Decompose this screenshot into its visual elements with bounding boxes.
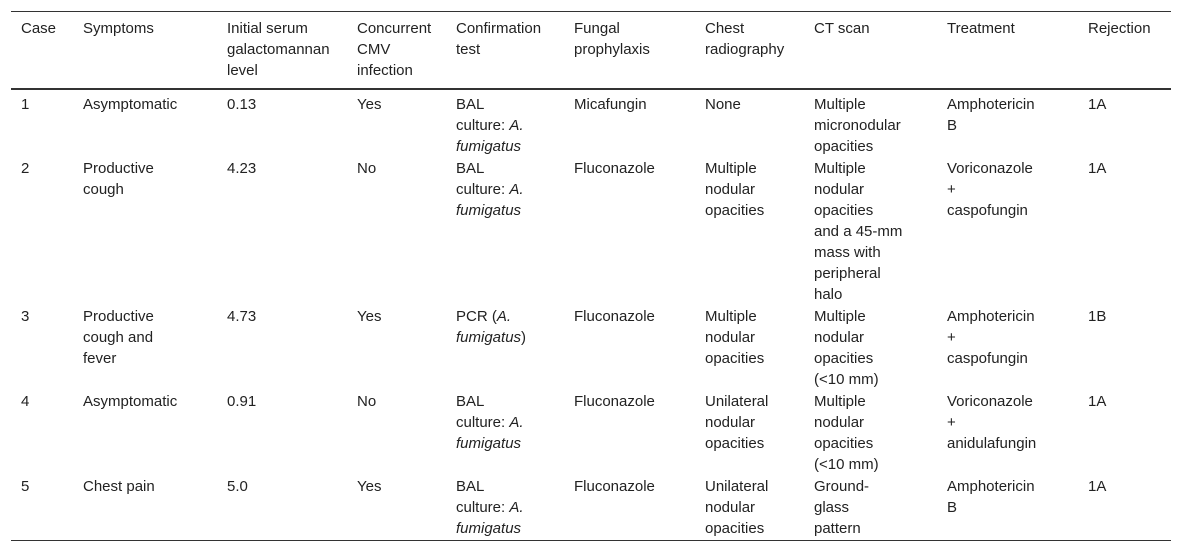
cell-treatment bbox=[937, 391, 1078, 476]
symptoms-text: Asymptomatic bbox=[83, 96, 178, 113]
treatment-text: B bbox=[947, 117, 958, 134]
column-header-case bbox=[11, 12, 73, 90]
cell-ct-scan bbox=[804, 306, 937, 391]
cell-confirmation bbox=[446, 89, 564, 158]
rejection-grade: 1A bbox=[1088, 96, 1107, 113]
treatment-text: Amphotericin bbox=[947, 96, 1035, 113]
cell-prophylaxis bbox=[564, 476, 695, 541]
header-text: CMV bbox=[357, 41, 391, 58]
cell-confirmation bbox=[446, 476, 564, 541]
treatment-text: anidulafungin bbox=[947, 435, 1037, 452]
cell-galactomannan bbox=[217, 158, 347, 306]
confirmation-organism: fumigatus bbox=[456, 202, 522, 219]
column-header-treatment bbox=[937, 12, 1078, 90]
ct-scan-text: opacities bbox=[814, 202, 874, 219]
ct-scan-text: micronodular bbox=[814, 117, 901, 134]
treatment-text: caspofungin bbox=[947, 350, 1028, 367]
ct-scan-text: (<10 mm) bbox=[814, 371, 879, 388]
cell-symptoms bbox=[73, 476, 217, 541]
column-header-ct bbox=[804, 12, 937, 90]
column-header-symptoms bbox=[73, 12, 217, 90]
table-row bbox=[11, 158, 1171, 306]
prophylaxis-text: Fluconazole bbox=[574, 478, 655, 495]
ct-scan-text: nodular bbox=[814, 329, 865, 346]
case-number: 2 bbox=[21, 160, 30, 177]
symptoms-text: Chest pain bbox=[83, 478, 155, 495]
cell-symptoms bbox=[73, 306, 217, 391]
cell-prophylaxis bbox=[564, 391, 695, 476]
ct-scan-text: Multiple bbox=[814, 96, 866, 113]
radiography-text: nodular bbox=[705, 414, 756, 431]
symptoms-text: cough bbox=[83, 181, 124, 198]
treatment-text: Amphotericin bbox=[947, 478, 1035, 495]
case-number: 3 bbox=[21, 308, 30, 325]
column-header-cmv bbox=[347, 12, 446, 90]
cell-cmv bbox=[347, 476, 446, 541]
header-text: Concurrent bbox=[357, 20, 432, 37]
confirmation-organism: fumigatus bbox=[456, 520, 522, 537]
confirmation-text: BAL bbox=[456, 160, 485, 177]
galactomannan-value: 5.0 bbox=[227, 478, 248, 495]
radiography-text: Multiple bbox=[705, 308, 757, 325]
cell-prophylaxis bbox=[564, 158, 695, 306]
radiography-text: nodular bbox=[705, 181, 756, 198]
cell-radiography bbox=[695, 306, 804, 391]
cell-symptoms bbox=[73, 391, 217, 476]
confirmation-organism: A. bbox=[496, 308, 512, 325]
prophylaxis-text: Fluconazole bbox=[574, 308, 655, 325]
treatment-text: caspofungin bbox=[947, 202, 1028, 219]
cell-ct-scan bbox=[804, 391, 937, 476]
cell-cmv bbox=[347, 391, 446, 476]
confirmation-text: BAL bbox=[456, 478, 485, 495]
confirmation-text: culture: bbox=[456, 414, 510, 431]
galactomannan-value: 4.23 bbox=[227, 160, 257, 177]
cell-treatment bbox=[937, 158, 1078, 306]
cell-case bbox=[11, 158, 73, 306]
cell-ct-scan bbox=[804, 158, 937, 306]
confirmation-organism: A. bbox=[509, 117, 524, 134]
radiography-text: opacities bbox=[705, 350, 765, 367]
radiography-text: opacities bbox=[705, 202, 765, 219]
cell-confirmation bbox=[446, 391, 564, 476]
ct-scan-text: (<10 mm) bbox=[814, 456, 879, 473]
cell-confirmation bbox=[446, 158, 564, 306]
case-number: 5 bbox=[21, 478, 30, 495]
radiography-text: opacities bbox=[705, 435, 765, 452]
cell-cmv bbox=[347, 89, 446, 158]
confirmation-text: BAL bbox=[456, 393, 485, 410]
ct-scan-text: Ground- bbox=[814, 478, 870, 495]
radiography-text: Multiple bbox=[705, 160, 757, 177]
cell-rejection bbox=[1078, 89, 1171, 158]
cell-cmv bbox=[347, 158, 446, 306]
treatment-text: Voriconazole bbox=[947, 160, 1033, 177]
cell-rejection bbox=[1078, 158, 1171, 306]
confirmation-text: culture: bbox=[456, 499, 510, 516]
cell-case bbox=[11, 306, 73, 391]
header-text: infection bbox=[357, 62, 413, 79]
prophylaxis-text: Micafungin bbox=[574, 96, 647, 113]
cell-case bbox=[11, 391, 73, 476]
header-text: prophylaxis bbox=[574, 41, 650, 58]
cell-radiography bbox=[695, 158, 804, 306]
table-row bbox=[11, 89, 1171, 158]
cmv-value: Yes bbox=[357, 478, 382, 495]
cell-ct-scan bbox=[804, 476, 937, 541]
cell-symptoms bbox=[73, 89, 217, 158]
symptoms-text: fever bbox=[83, 350, 117, 367]
cell-radiography bbox=[695, 476, 804, 541]
ct-scan-text: nodular bbox=[814, 181, 865, 198]
confirmation-organism: fumigatus bbox=[456, 138, 522, 155]
ct-scan-text: peripheral bbox=[814, 265, 881, 282]
treatment-text: + bbox=[947, 181, 956, 198]
column-header-galactomannan bbox=[217, 12, 347, 90]
treatment-text: Amphotericin bbox=[947, 308, 1035, 325]
header-text: Rejection bbox=[1088, 20, 1151, 37]
ct-scan-text: Multiple bbox=[814, 308, 866, 325]
radiography-text: opacities bbox=[705, 520, 765, 537]
cell-cmv bbox=[347, 306, 446, 391]
cell-symptoms bbox=[73, 158, 217, 306]
header-text: radiography bbox=[705, 41, 785, 58]
table-container bbox=[11, 11, 1171, 541]
column-header-rejection bbox=[1078, 12, 1171, 90]
header-row bbox=[11, 12, 1171, 90]
case-number: 1 bbox=[21, 96, 30, 113]
ct-scan-text: opacities bbox=[814, 350, 874, 367]
rejection-grade: 1A bbox=[1088, 393, 1107, 410]
ct-scan-text: mass with bbox=[814, 244, 881, 261]
header-text: Initial serum bbox=[227, 20, 308, 37]
confirmation-text: ) bbox=[521, 329, 527, 346]
cmv-value: Yes bbox=[357, 96, 382, 113]
symptoms-text: Productive bbox=[83, 160, 154, 177]
galactomannan-value: 4.73 bbox=[227, 308, 257, 325]
rejection-grade: 1A bbox=[1088, 160, 1107, 177]
radiography-text: None bbox=[705, 96, 741, 113]
cell-radiography bbox=[695, 89, 804, 158]
ct-scan-text: opacities bbox=[814, 138, 874, 155]
header-text: CT scan bbox=[814, 20, 870, 37]
radiography-text: Unilateral bbox=[705, 393, 769, 410]
ct-scan-text: nodular bbox=[814, 414, 865, 431]
confirmation-text: culture: bbox=[456, 117, 510, 134]
symptoms-text: Asymptomatic bbox=[83, 393, 178, 410]
header-text: Treatment bbox=[947, 20, 1015, 37]
cell-galactomannan bbox=[217, 89, 347, 158]
radiography-text: Unilateral bbox=[705, 478, 769, 495]
prophylaxis-text: Fluconazole bbox=[574, 393, 655, 410]
cmv-value: Yes bbox=[357, 308, 382, 325]
ct-scan-text: pattern bbox=[814, 520, 861, 537]
column-header-prophylaxis bbox=[564, 12, 695, 90]
radiography-text: nodular bbox=[705, 499, 756, 516]
column-header-radiography bbox=[695, 12, 804, 90]
confirmation-organism: fumigatus bbox=[456, 329, 522, 346]
cell-treatment bbox=[937, 306, 1078, 391]
cell-confirmation bbox=[446, 306, 564, 391]
header-text: level bbox=[227, 62, 258, 79]
table-row bbox=[11, 391, 1171, 476]
confirmation-text: BAL bbox=[456, 96, 485, 113]
cell-case bbox=[11, 476, 73, 541]
cmv-value: No bbox=[357, 160, 377, 177]
header-text: Fungal bbox=[574, 20, 620, 37]
header-text: Symptoms bbox=[83, 20, 154, 37]
cell-galactomannan bbox=[217, 306, 347, 391]
header-text: Case bbox=[21, 20, 57, 37]
cell-case bbox=[11, 89, 73, 158]
prophylaxis-text: Fluconazole bbox=[574, 160, 655, 177]
ct-scan-text: glass bbox=[814, 499, 850, 516]
ct-scan-text: Multiple bbox=[814, 393, 866, 410]
ct-scan-text: and a 45-mm bbox=[814, 223, 903, 240]
confirmation-organism: fumigatus bbox=[456, 435, 522, 452]
confirmation-organism: A. bbox=[509, 499, 524, 516]
column-header-confirmation bbox=[446, 12, 564, 90]
header-text: Confirmation bbox=[456, 20, 542, 37]
cell-prophylaxis bbox=[564, 89, 695, 158]
cell-galactomannan bbox=[217, 391, 347, 476]
treatment-text: Voriconazole bbox=[947, 393, 1033, 410]
cell-rejection bbox=[1078, 306, 1171, 391]
table-body bbox=[11, 89, 1171, 541]
confirmation-text: PCR ( bbox=[456, 308, 497, 325]
case-number: 4 bbox=[21, 393, 30, 410]
header-text: galactomannan bbox=[227, 41, 330, 58]
data-table bbox=[11, 11, 1171, 541]
treatment-text: + bbox=[947, 414, 956, 431]
cell-rejection bbox=[1078, 476, 1171, 541]
header-text: test bbox=[456, 41, 481, 58]
symptoms-text: cough and bbox=[83, 329, 154, 346]
radiography-text: nodular bbox=[705, 329, 756, 346]
treatment-text: + bbox=[947, 329, 956, 346]
galactomannan-value: 0.91 bbox=[227, 393, 257, 410]
confirmation-organism: A. bbox=[509, 414, 524, 431]
cell-radiography bbox=[695, 391, 804, 476]
cmv-value: No bbox=[357, 393, 377, 410]
cell-treatment bbox=[937, 476, 1078, 541]
cell-ct-scan bbox=[804, 89, 937, 158]
treatment-text: B bbox=[947, 499, 958, 516]
galactomannan-value: 0.13 bbox=[227, 96, 257, 113]
cell-prophylaxis bbox=[564, 306, 695, 391]
confirmation-text: culture: bbox=[456, 181, 510, 198]
cell-treatment bbox=[937, 89, 1078, 158]
rejection-grade: 1A bbox=[1088, 478, 1107, 495]
table-row bbox=[11, 306, 1171, 391]
cell-galactomannan bbox=[217, 476, 347, 541]
symptoms-text: Productive bbox=[83, 308, 154, 325]
ct-scan-text: halo bbox=[814, 286, 843, 303]
ct-scan-text: Multiple bbox=[814, 160, 866, 177]
header-text: Chest bbox=[705, 20, 745, 37]
ct-scan-text: opacities bbox=[814, 435, 874, 452]
confirmation-organism: A. bbox=[509, 181, 524, 198]
table-row bbox=[11, 476, 1171, 541]
rejection-grade: 1B bbox=[1088, 308, 1107, 325]
cell-rejection bbox=[1078, 391, 1171, 476]
